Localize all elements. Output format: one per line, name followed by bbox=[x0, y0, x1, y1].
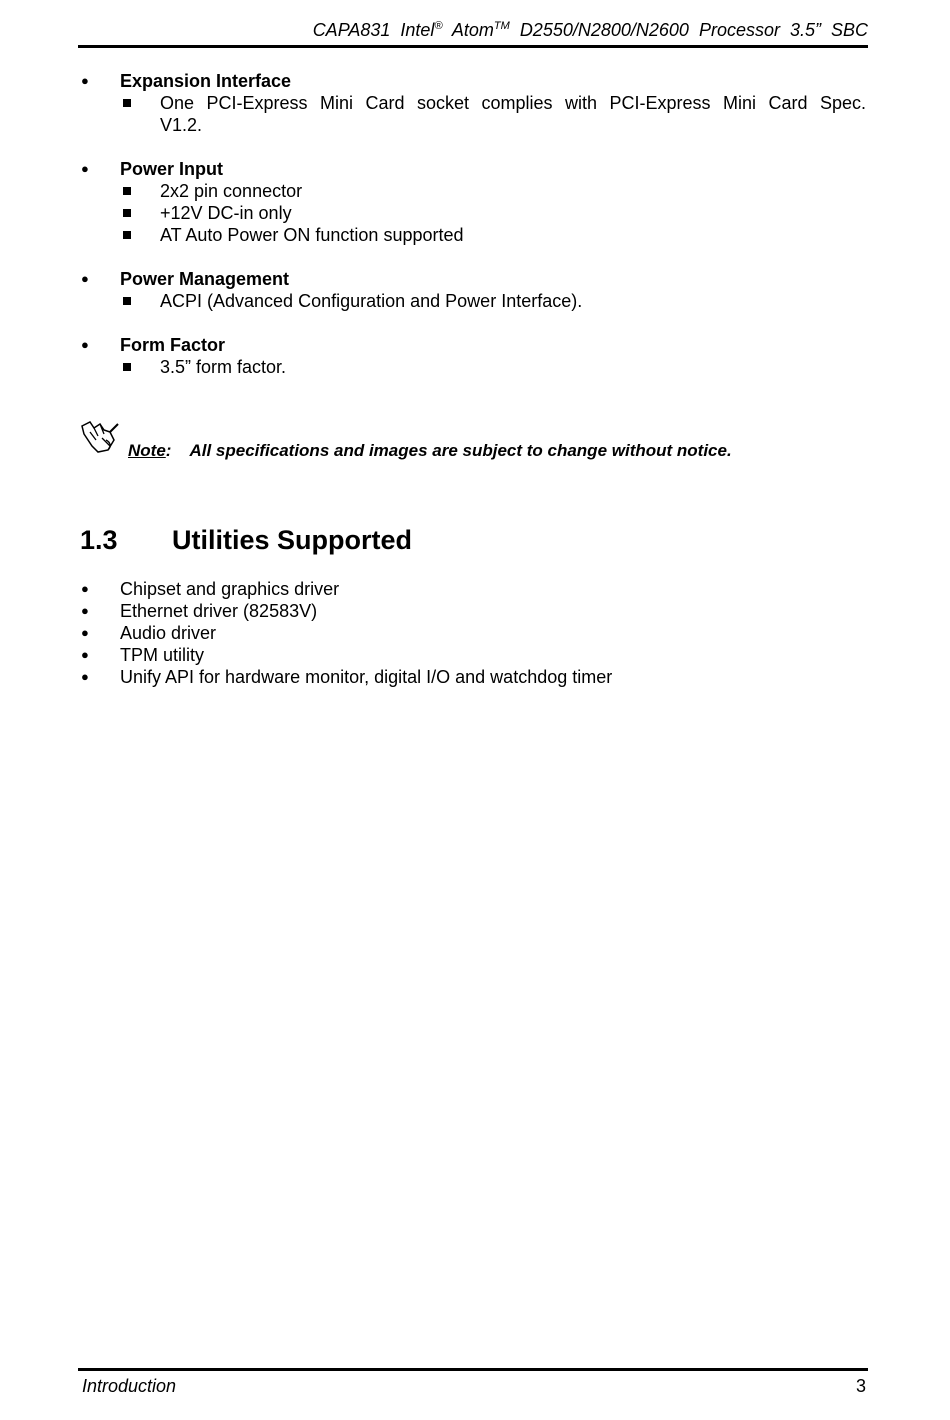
list-item: ● Audio driver bbox=[78, 622, 612, 644]
footer-rule bbox=[78, 1368, 868, 1371]
section-expansion-interface bbox=[78, 70, 866, 136]
section-title: Form Factor bbox=[120, 335, 226, 355]
list-item: AT Auto Power ON function supported bbox=[78, 224, 866, 246]
header-product: CAPA831 Intel bbox=[312, 20, 435, 40]
section-title: Power Management bbox=[120, 269, 290, 289]
list-item: ACPI (Advanced Configuration and Power Interface). bbox=[78, 290, 866, 312]
section-form-factor bbox=[78, 334, 866, 378]
note-block bbox=[80, 420, 880, 464]
section-power-management bbox=[78, 268, 866, 312]
section-title: Power Input bbox=[120, 159, 223, 179]
list-item: 2x2 pin connector bbox=[78, 180, 866, 202]
section-heading-title: Utilities Supported bbox=[172, 525, 413, 555]
header-rule bbox=[78, 45, 868, 48]
list-item: ● TPM utility bbox=[78, 644, 612, 666]
header-registered-mark: ® bbox=[434, 20, 443, 32]
list-item: One PCI-Express Mini Card socket complies with PCI-Express Mini Card Spec. bbox=[78, 92, 866, 114]
note-label: Note bbox=[128, 441, 166, 460]
writing-hand-icon bbox=[80, 420, 120, 454]
list-item: +12V DC-in only bbox=[78, 202, 866, 224]
list-item: 3.5” form factor. bbox=[78, 356, 866, 378]
header-trademark: TM bbox=[493, 20, 510, 32]
list-item: ● Unify API for hardware monitor, digital I/O and watchdog timer bbox=[78, 666, 612, 688]
header-processor: D2550/N2800/N2600 Processor 3.5” SBC bbox=[519, 20, 868, 40]
header-atom: Atom bbox=[451, 20, 494, 40]
list-item-continuation: V1.2. bbox=[160, 115, 203, 135]
list-item: ● Ethernet driver (82583V) bbox=[78, 600, 612, 622]
page-header bbox=[78, 20, 868, 41]
note-colon: : bbox=[165, 441, 172, 460]
list-item: ● Chipset and graphics driver bbox=[78, 578, 612, 600]
section-power-input bbox=[78, 158, 866, 246]
utilities-list bbox=[78, 578, 612, 688]
section-heading bbox=[80, 525, 412, 556]
section-title: Expansion Interface bbox=[120, 71, 292, 91]
footer-chapter: Introduction bbox=[82, 1376, 177, 1396]
spec-list bbox=[78, 70, 866, 400]
section-number: 1.3 bbox=[80, 525, 118, 555]
page-number: 3 bbox=[855, 1376, 866, 1396]
note-body: All specifications and images are subject to change without notice. bbox=[189, 441, 732, 460]
note-text bbox=[128, 441, 732, 461]
